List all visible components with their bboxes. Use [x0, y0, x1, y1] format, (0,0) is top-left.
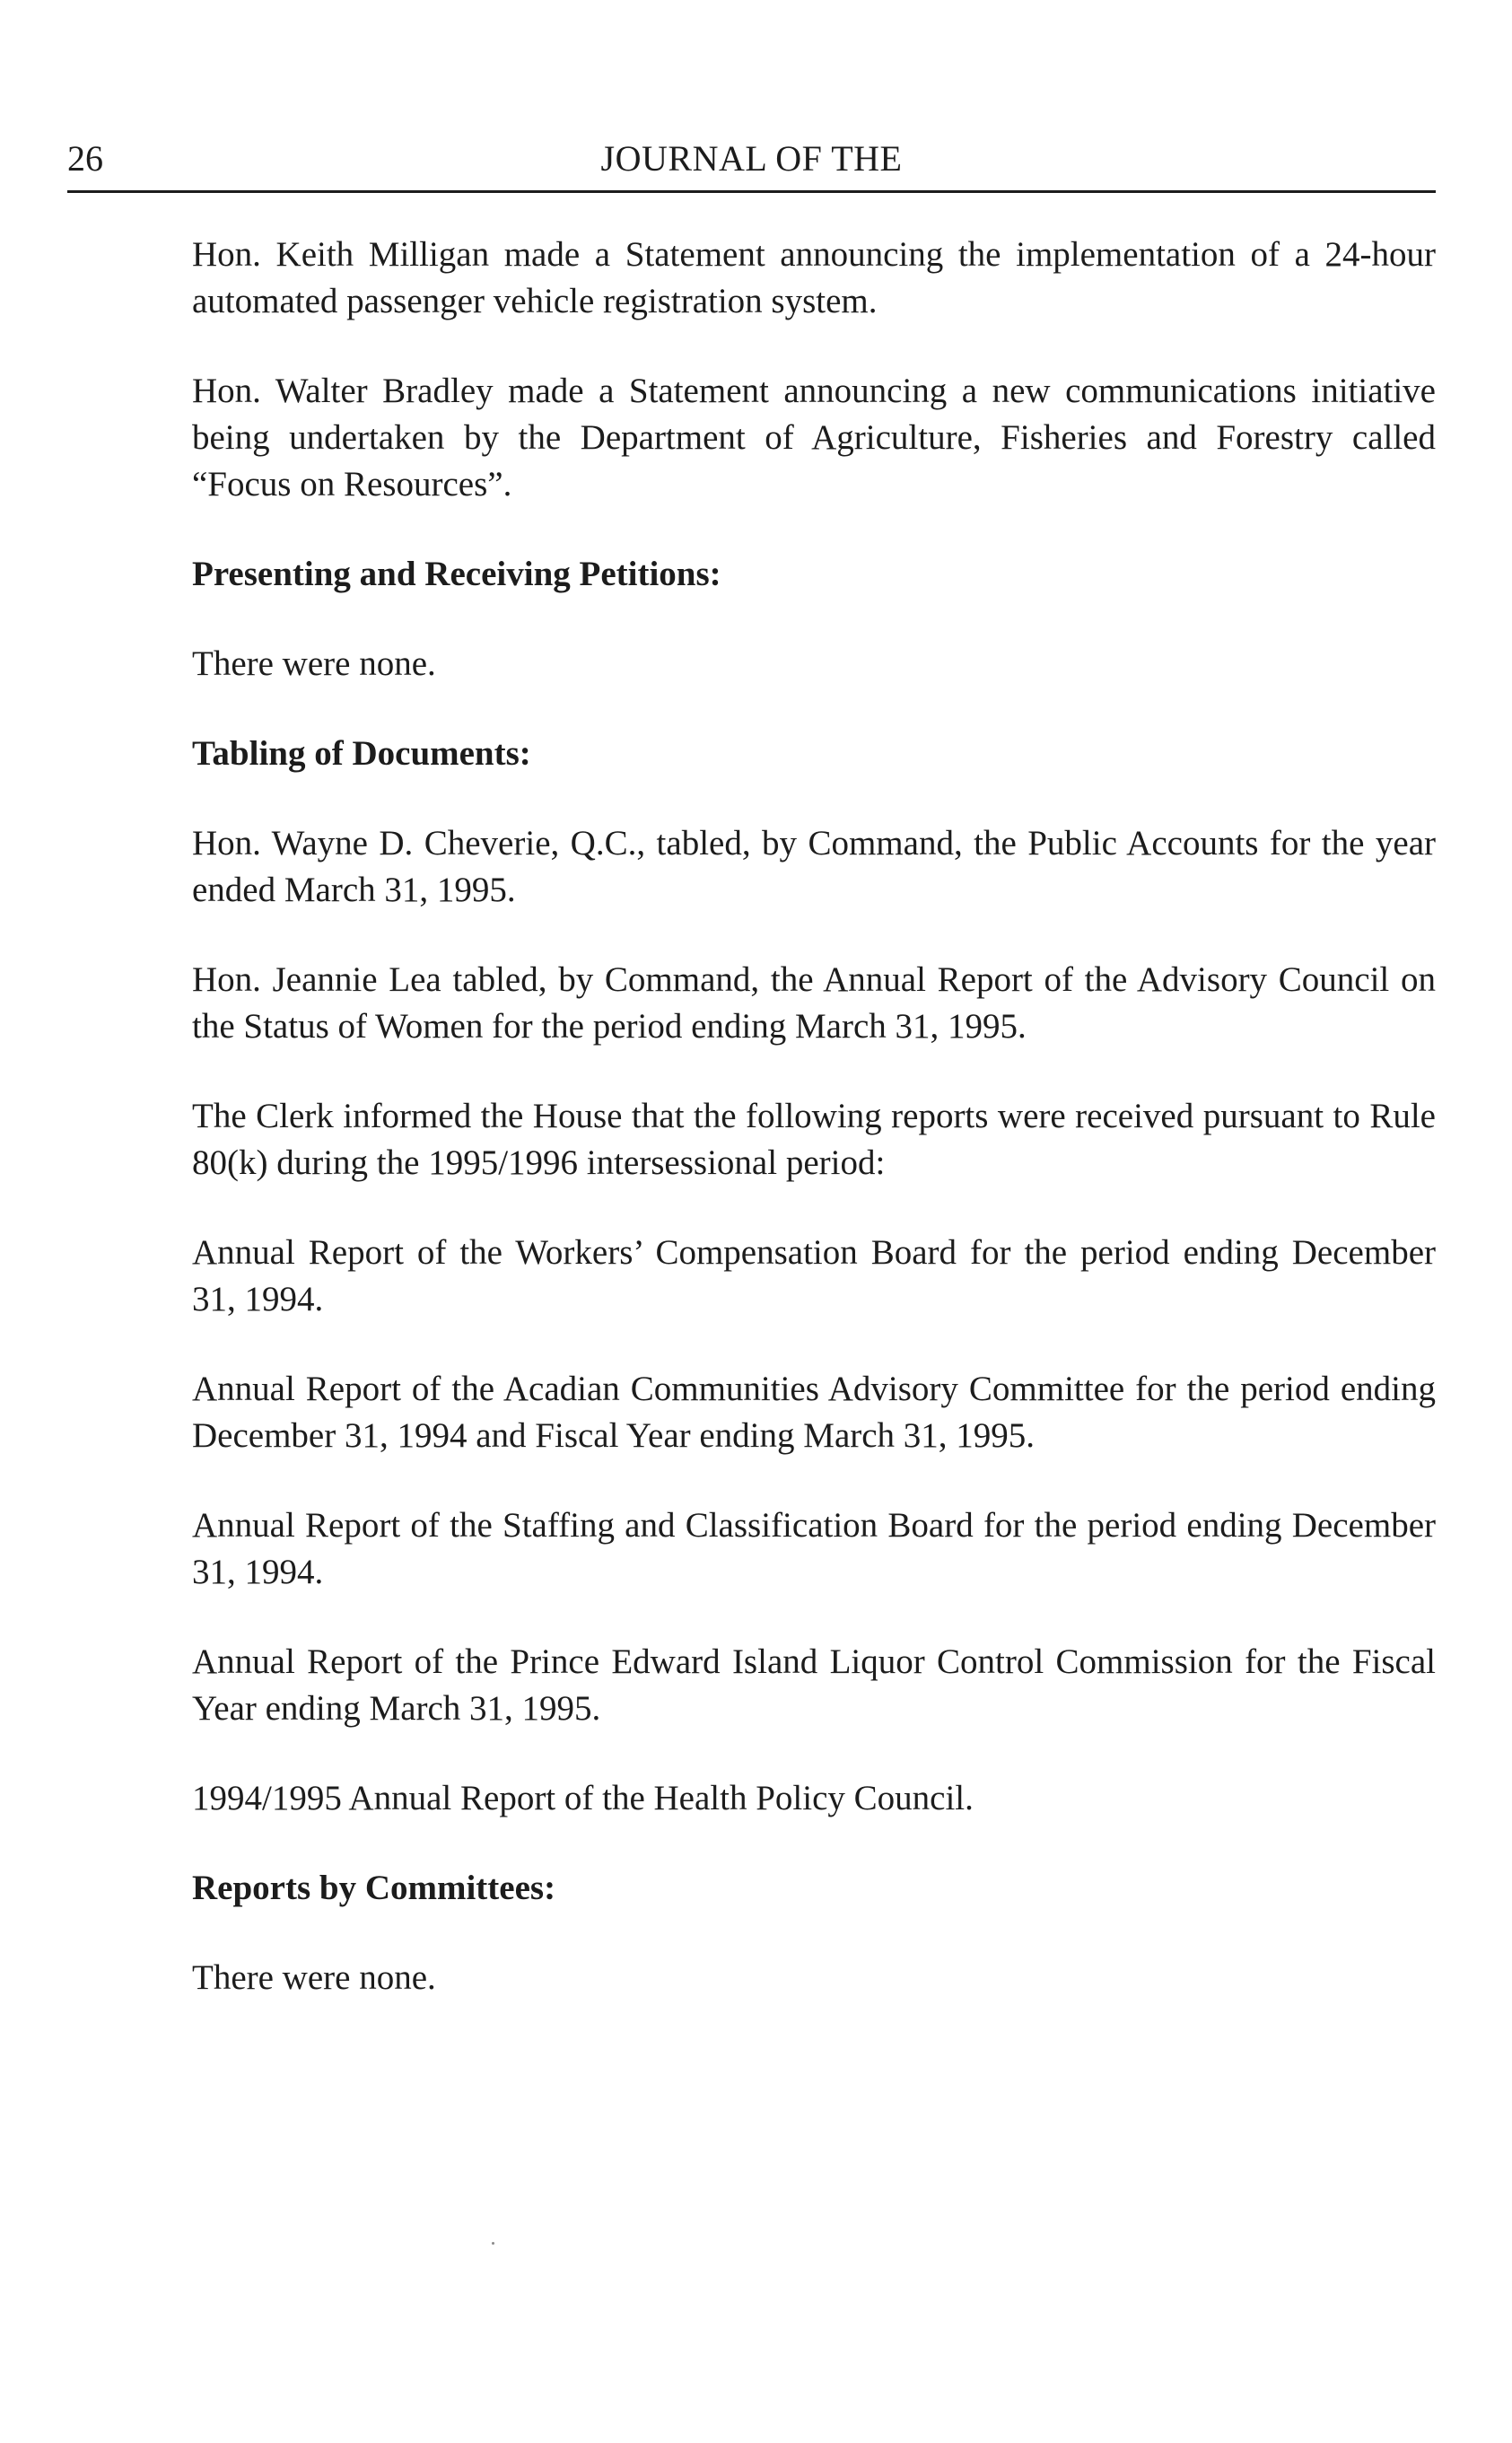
petitions-none: There were none. [192, 644, 436, 683]
journal-title: JOURNAL OF THE [600, 138, 903, 179]
tabling-status-of-women: Hon. Jeannie Lea tabled, by Command, the Annual Report of the Advisory Council on the Status of Women for the period ending March 31, 1995. [192, 960, 1436, 1046]
heading-tabling: Tabling of Documents: [192, 734, 531, 773]
tabling-public-accounts: Hon. Wayne D. Cheverie, Q.C., tabled, by Command, the Public Accounts for the year ended March 31, 1995. [192, 824, 1436, 909]
report-health-policy: 1994/1995 Annual Report of the Health Policy Council. [192, 1779, 974, 1817]
statement-bradley: Hon. Walter Bradley made a Statement announcing a new communications initiative being undertaken by the Department of Agriculture, Fisheries and Forestry called “Focus on Resources”. [192, 372, 1436, 503]
running-head [67, 136, 1436, 193]
clerk-intersessional-reports: The Clerk informed the House that the following reports were received pursuant to Rule 80(k) during the 1995/1996 intersessional period: [192, 1097, 1436, 1182]
page-number: 26 [67, 138, 103, 179]
journal-body [192, 232, 1436, 2045]
report-liquor-control: Annual Report of the Prince Edward Island Liquor Control Commission for the Fiscal Year ending March 31, 1995. [192, 1642, 1436, 1728]
committees-none: There were none. [192, 1958, 436, 1997]
heading-committees: Reports by Committees: [192, 1869, 556, 1907]
report-acadian-communities: Annual Report of the Acadian Communities Advisory Committee for the period ending December 31, 1994 and Fiscal Year ending March 31, 1995. [192, 1370, 1436, 1455]
report-staffing-classification: Annual Report of the Staffing and Classification Board for the period ending December 31, 1994. [192, 1506, 1436, 1591]
statement-milligan: Hon. Keith Milligan made a Statement announcing the implementation of a 24-hour automated passenger vehicle registration system. [192, 235, 1436, 320]
scan-speck [492, 2242, 494, 2245]
heading-petitions: Presenting and Receiving Petitions: [192, 555, 721, 593]
report-workers-compensation: Annual Report of the Workers’ Compensation Board for the period ending December 31, 1994. [192, 1233, 1436, 1318]
